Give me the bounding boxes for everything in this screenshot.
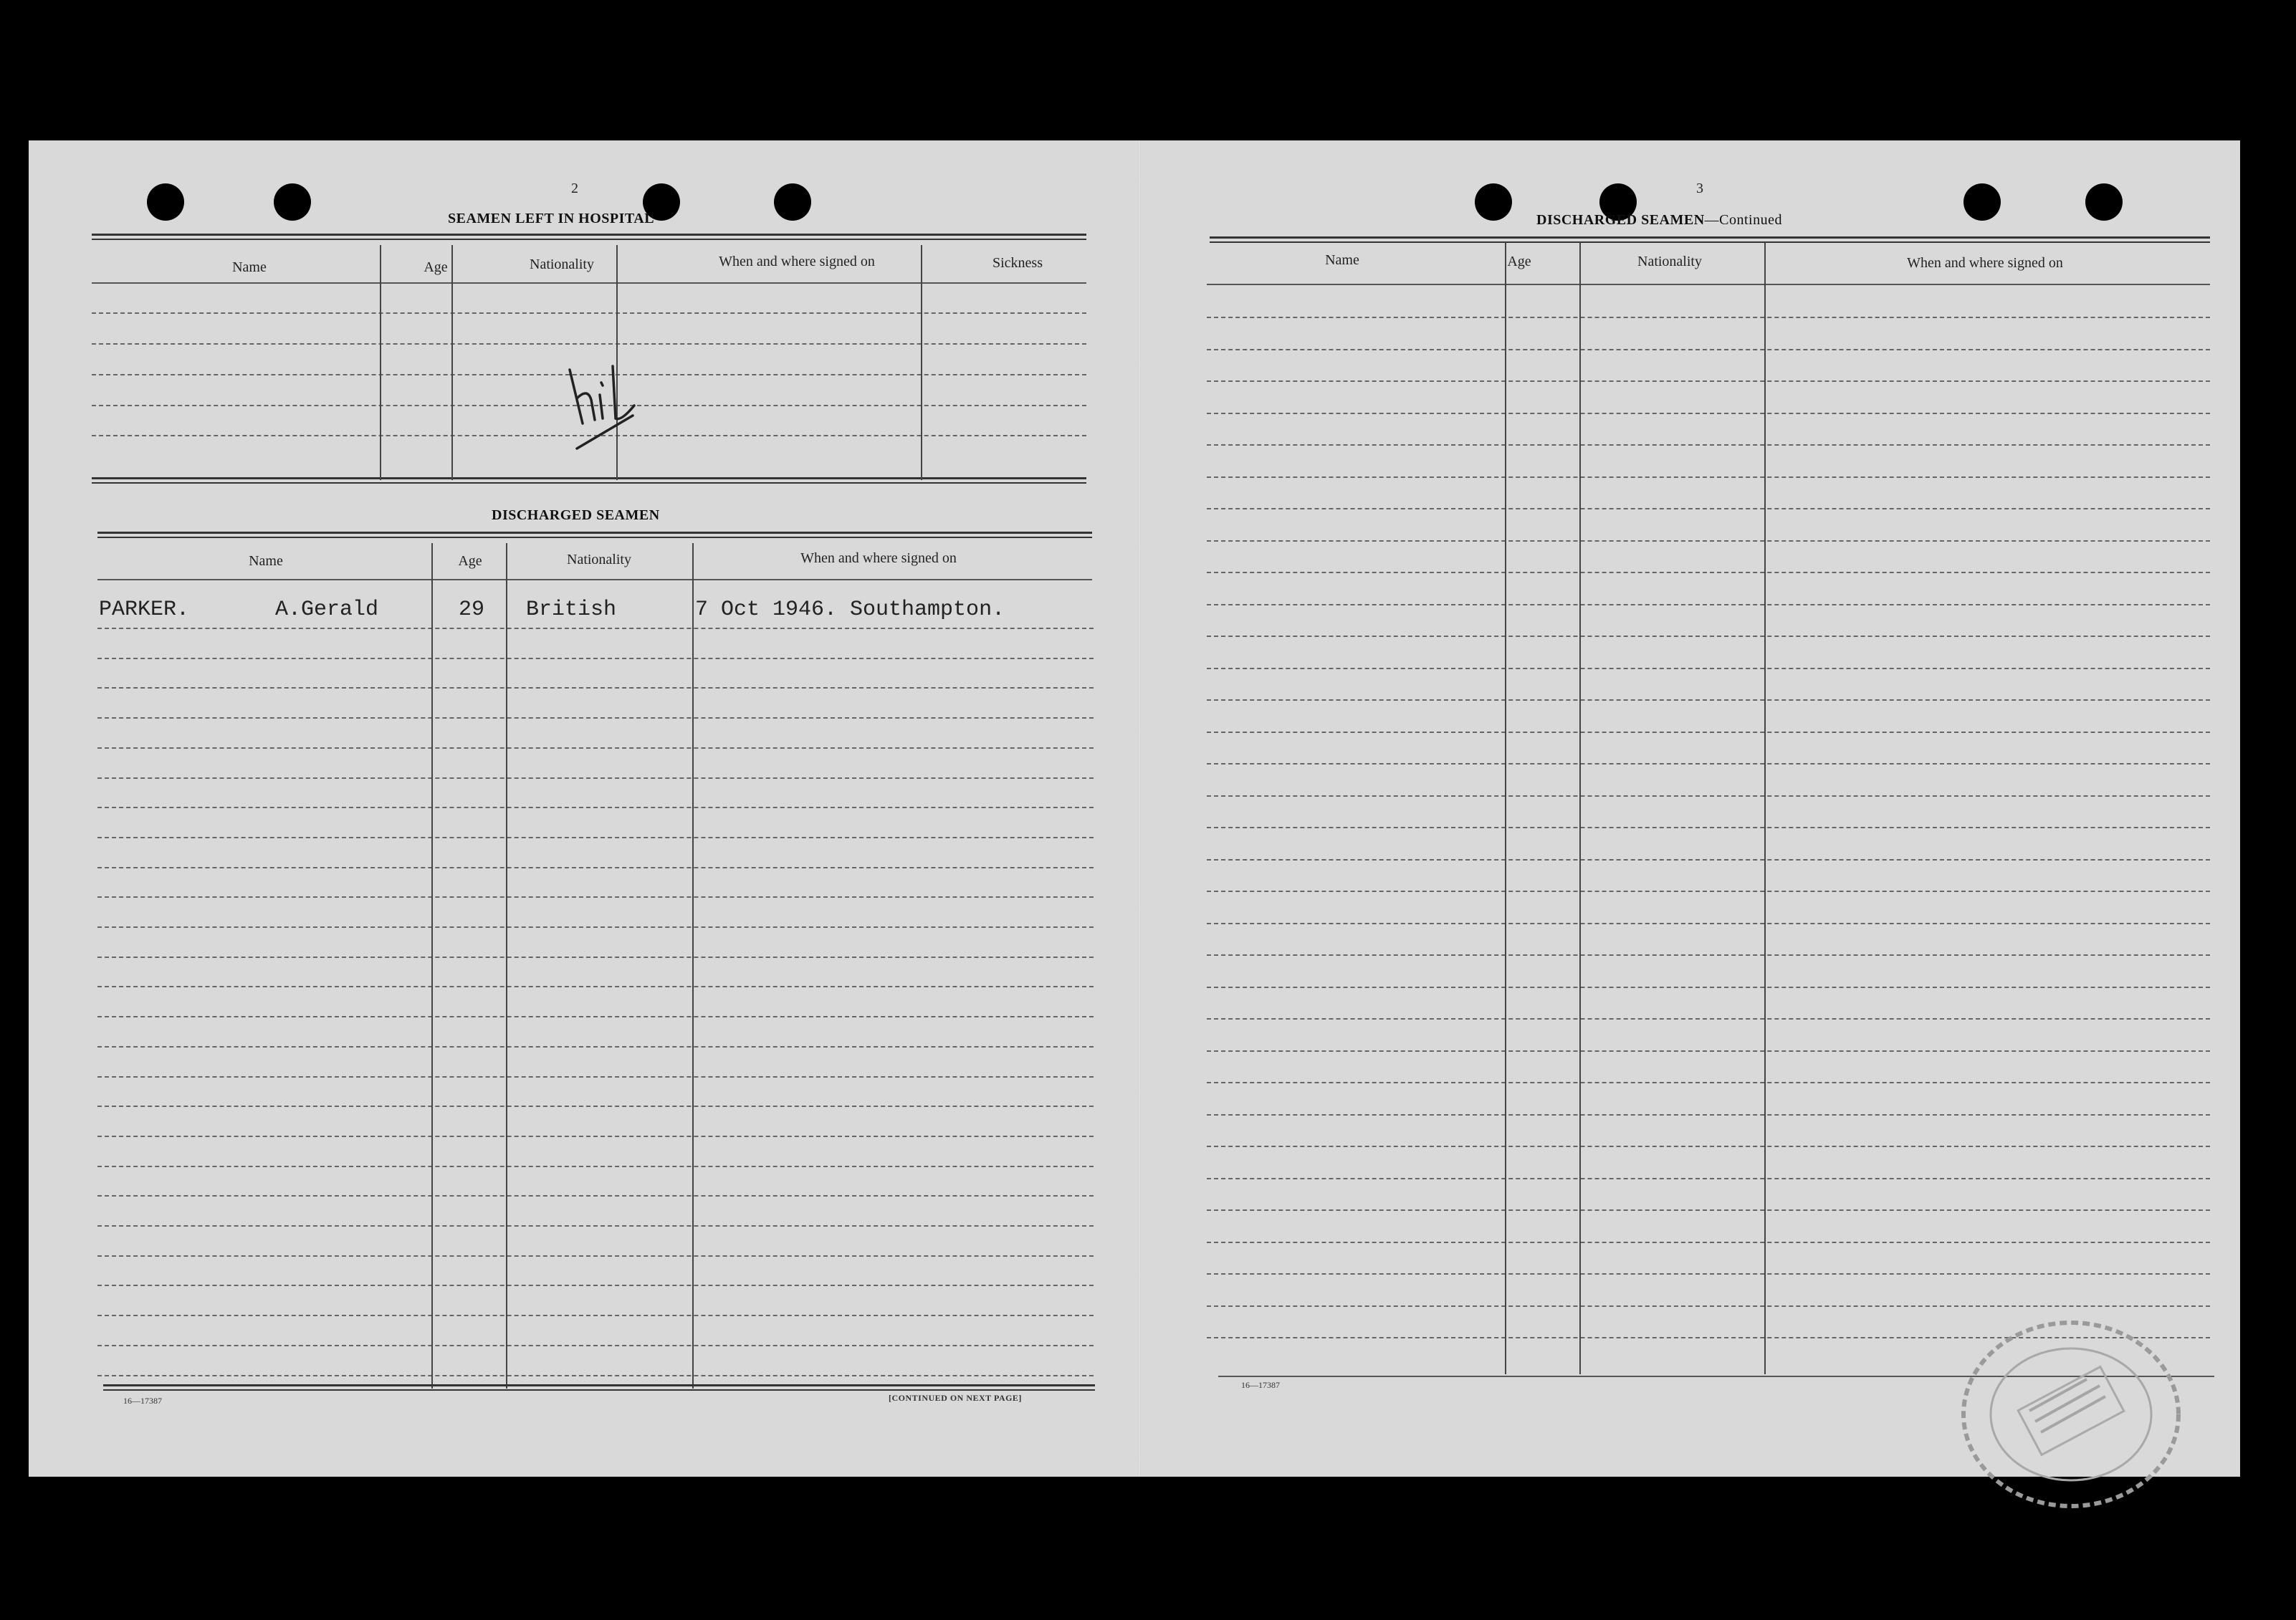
row-line [97, 807, 1094, 808]
row-line [1207, 1273, 2210, 1275]
col-header-name: Name [249, 553, 283, 569]
page-fold [1138, 140, 1141, 1477]
punch-hole [147, 183, 184, 221]
punch-hole [1475, 183, 1512, 221]
row-line [1207, 859, 2210, 861]
row-line [97, 1076, 1094, 1078]
row-line [1207, 349, 2210, 350]
punch-hole [274, 183, 311, 221]
continued-note: [CONTINUED ON NEXT PAGE] [889, 1393, 1022, 1403]
document-sheet [29, 140, 2240, 1477]
row-line [97, 986, 1094, 987]
row-line [97, 1225, 1094, 1227]
row-line [97, 1106, 1094, 1107]
row-line [1207, 699, 2210, 701]
col-header-signed-on: When and where signed on [1907, 255, 2063, 271]
seaman-surname: PARKER. [99, 598, 190, 622]
hospital-header-rule [92, 234, 1086, 240]
col-header-signed-on: When and where signed on [719, 254, 875, 269]
col-divider [1579, 242, 1581, 1374]
seaman-given-name: A.Gerald [275, 598, 379, 622]
row-line [1207, 732, 2210, 733]
form-number: 16—17387 [123, 1396, 162, 1406]
row-line [97, 777, 1094, 779]
row-line [97, 926, 1094, 928]
row-line [1207, 413, 2210, 414]
row-line [97, 867, 1094, 868]
row-line [97, 1345, 1094, 1346]
row-line [1207, 604, 2210, 605]
row-line [1207, 1242, 2210, 1243]
row-line [1207, 508, 2210, 509]
col-header-age: Age [458, 553, 482, 569]
col-header-name: Name [1325, 252, 1359, 268]
col-header-signed-on: When and where signed on [800, 550, 957, 566]
discharged-continued-title [1536, 212, 1782, 229]
row-line [97, 687, 1094, 689]
row-line [97, 1195, 1094, 1197]
discharged-bottom-rule [103, 1384, 1095, 1391]
punch-hole [1963, 183, 2001, 221]
row-line [97, 1375, 1094, 1376]
row-line [1207, 317, 2210, 318]
discharged-header-rule [97, 532, 1092, 538]
row-line [1207, 1082, 2210, 1083]
col-divider [692, 543, 694, 1389]
col-header-age: Age [424, 259, 448, 275]
hospital-section-title: SEAMEN LEFT IN HOSPITAL [448, 211, 655, 226]
row-line [97, 837, 1094, 838]
col-header-name: Name [232, 259, 267, 275]
col-divider [431, 543, 433, 1389]
punch-hole [2085, 183, 2123, 221]
page-number: 3 [1696, 181, 1703, 196]
discharged-section-title: DISCHARGED SEAMEN [492, 507, 660, 523]
title-suffix: —Continued [1704, 212, 1782, 228]
row-line [1207, 795, 2210, 797]
col-divider [451, 245, 453, 480]
row-line [97, 1255, 1094, 1257]
row-line [1207, 636, 2210, 637]
row-line [97, 1046, 1094, 1048]
row-line [1207, 380, 2210, 382]
row-line [1207, 1209, 2210, 1211]
seaman-age: 29 [459, 598, 485, 622]
row-line [1207, 572, 2210, 573]
seaman-nationality: British [526, 598, 617, 622]
row-line [97, 628, 1094, 629]
row-line [97, 747, 1094, 749]
row-line [1207, 444, 2210, 446]
col-divider [921, 245, 922, 480]
row-line [97, 658, 1094, 659]
col-divider [1764, 242, 1766, 1374]
row-line [97, 1315, 1094, 1316]
row-line [97, 957, 1094, 958]
row-line [1207, 1146, 2210, 1147]
row-line [1207, 827, 2210, 828]
col-header-nationality: Nationality [530, 257, 594, 272]
row-line [1207, 923, 2210, 924]
row-line [1207, 1178, 2210, 1179]
col-header-nationality: Nationality [567, 552, 631, 567]
page-number: 2 [571, 181, 578, 196]
col-divider [380, 245, 381, 480]
row-line [1207, 1114, 2210, 1116]
official-stamp [1949, 1307, 2193, 1522]
title-text: DISCHARGED SEAMEN [1536, 212, 1705, 228]
row-line [1207, 987, 2210, 988]
row-line [97, 896, 1094, 898]
row-line [97, 1285, 1094, 1286]
row-line [1207, 540, 2210, 542]
punch-hole [774, 183, 811, 221]
row-line [97, 1166, 1094, 1167]
seaman-signed-on: 7 Oct 1946. Southampton. [695, 598, 1005, 622]
table-rule [92, 282, 1086, 284]
hospital-bottom-rule [92, 477, 1086, 484]
col-header-age: Age [1507, 254, 1531, 269]
col-divider [506, 543, 507, 1389]
handwritten-nil-mark [555, 355, 656, 456]
row-line [97, 1016, 1094, 1017]
col-header-nationality: Nationality [1637, 254, 1702, 269]
row-line [1207, 668, 2210, 669]
row-line [92, 312, 1086, 314]
row-line [1207, 763, 2210, 765]
row-line [1207, 476, 2210, 478]
row-line [1207, 1018, 2210, 1020]
row-line [1207, 954, 2210, 956]
form-number: 16—17387 [1241, 1380, 1280, 1390]
col-divider [1505, 242, 1506, 1374]
col-header-sickness: Sickness [992, 255, 1043, 271]
row-line [1207, 1050, 2210, 1052]
table-rule [97, 579, 1092, 580]
row-line [1207, 891, 2210, 892]
table-rule [1207, 284, 2210, 285]
row-line [92, 343, 1086, 345]
row-line [97, 717, 1094, 719]
right-header-rule [1210, 236, 2210, 243]
row-line [97, 1136, 1094, 1137]
